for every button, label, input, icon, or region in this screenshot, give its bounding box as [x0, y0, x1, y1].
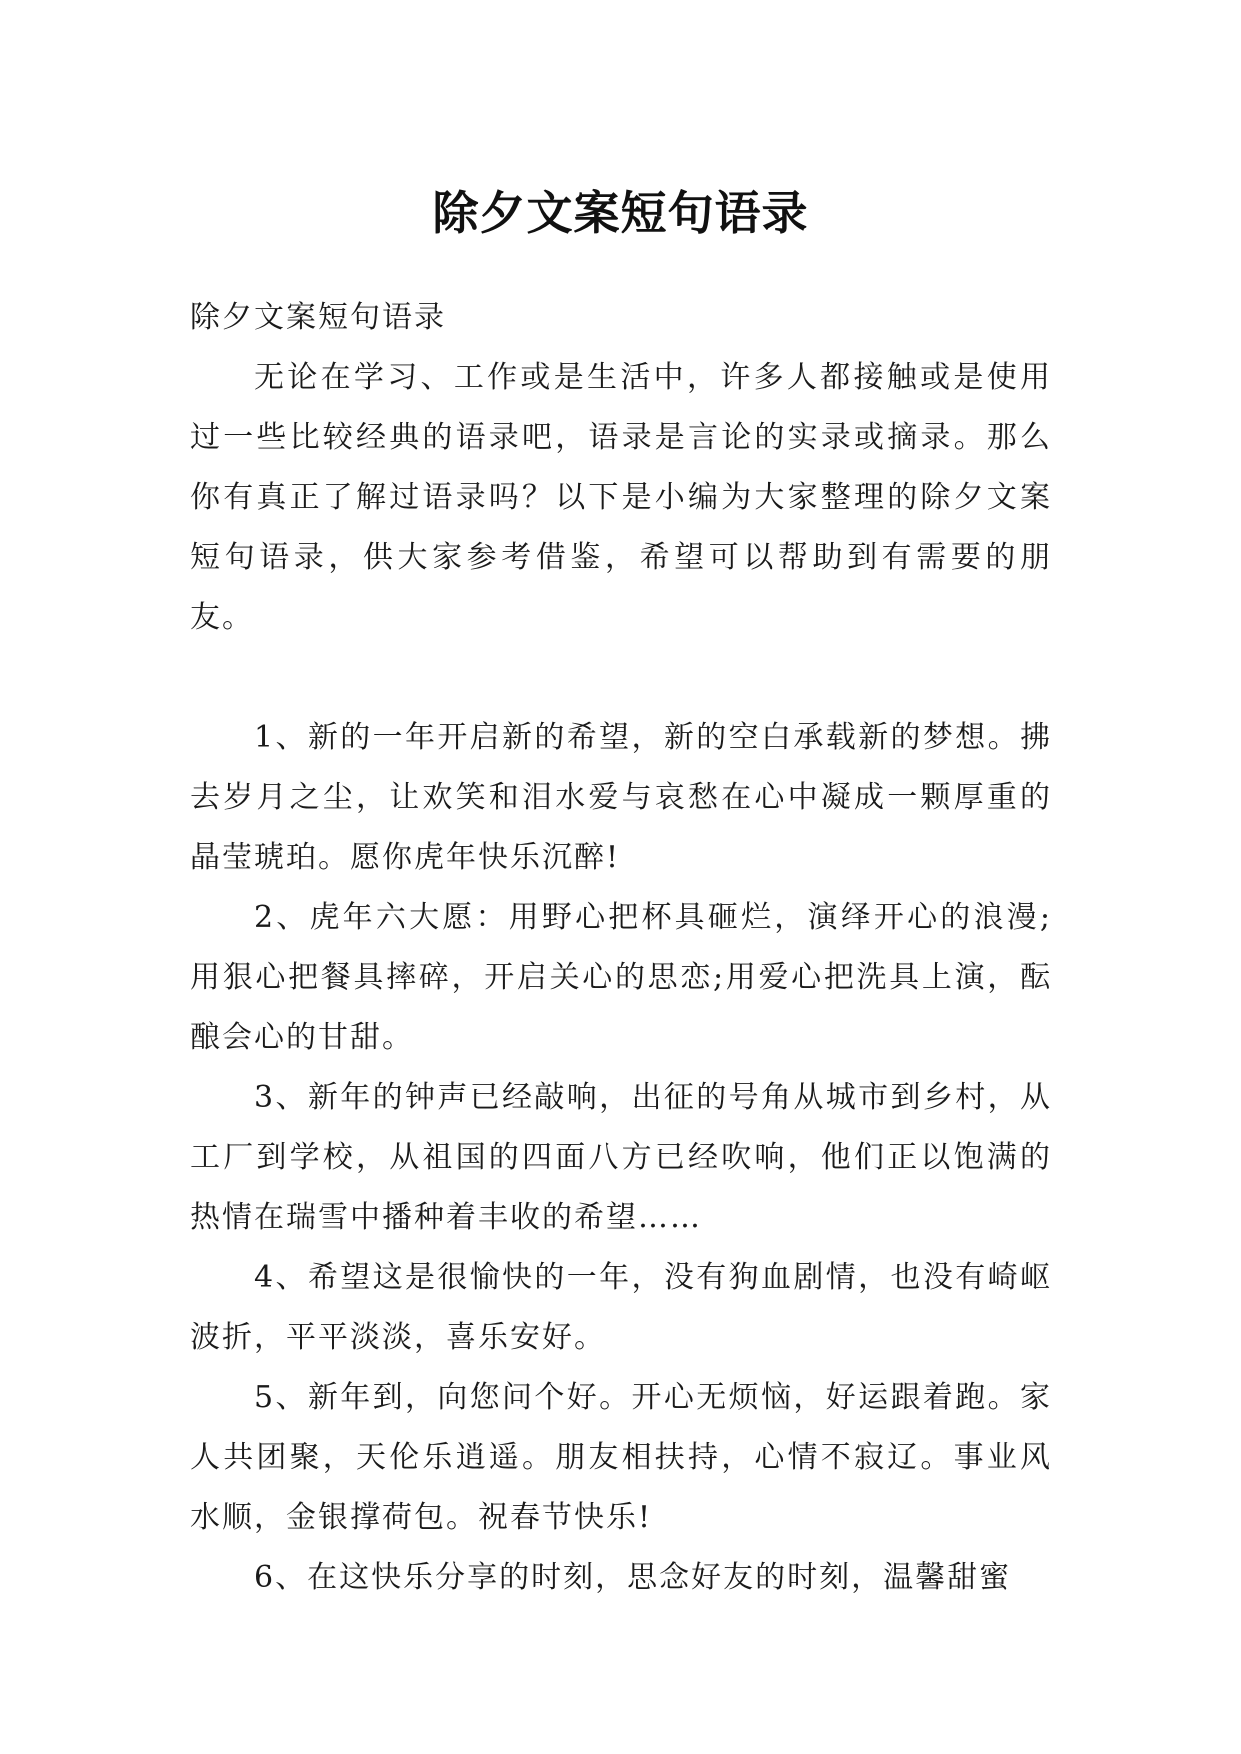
quote-item-3: 3、新年的钟声已经敲响，出征的号角从城市到乡村，从工厂到学校，从祖国的四面八方已经吹响，他们正以饱满的热情在瑞雪中播种着丰收的希望…… [190, 1080, 1052, 1235]
quote-item-6: 6、在这快乐分享的时刻，思念好友的时刻，温馨甜蜜 [254, 1560, 1012, 1595]
document-body [190, 288, 1052, 1608]
quote-item-2: 2、虎年六大愿：用野心把杯具砸烂，演绎开心的浪漫;用狠心把餐具摔碎，开启关心的思恋;用爱心把洗具上演，酝酿会心的甘甜。 [190, 900, 1052, 1055]
paragraph-spacer [190, 648, 1052, 708]
quote-item-4: 4、希望这是很愉快的一年，没有狗血剧情，也没有崎岖波折，平平淡淡，喜乐安好。 [190, 1260, 1052, 1355]
document-subtitle: 除夕文案短句语录 [190, 300, 446, 335]
quote-item-5: 5、新年到，向您问个好。开心无烦恼，好运跟着跑。家人共团聚，天伦乐逍遥。朋友相扶持，心情不寂辽。事业风水顺，金银撑荷包。祝春节快乐! [190, 1380, 1052, 1535]
intro-paragraph: 无论在学习、工作或是生活中，许多人都接触或是使用过一些比较经典的语录吧，语录是言论的实录或摘录。那么你有真正了解过语录吗？以下是小编为大家整理的除夕文案短句语录，供大家参考借鉴，希望可以帮助到有需要的朋友。 [190, 360, 1052, 635]
document-title: 除夕文案短句语录 [432, 185, 809, 240]
quote-item-1: 1、新的一年开启新的希望，新的空白承载新的梦想。拂去岁月之尘，让欢笑和泪水爱与哀愁在心中凝成一颗厚重的晶莹琥珀。愿你虎年快乐沉醉! [190, 720, 1052, 875]
